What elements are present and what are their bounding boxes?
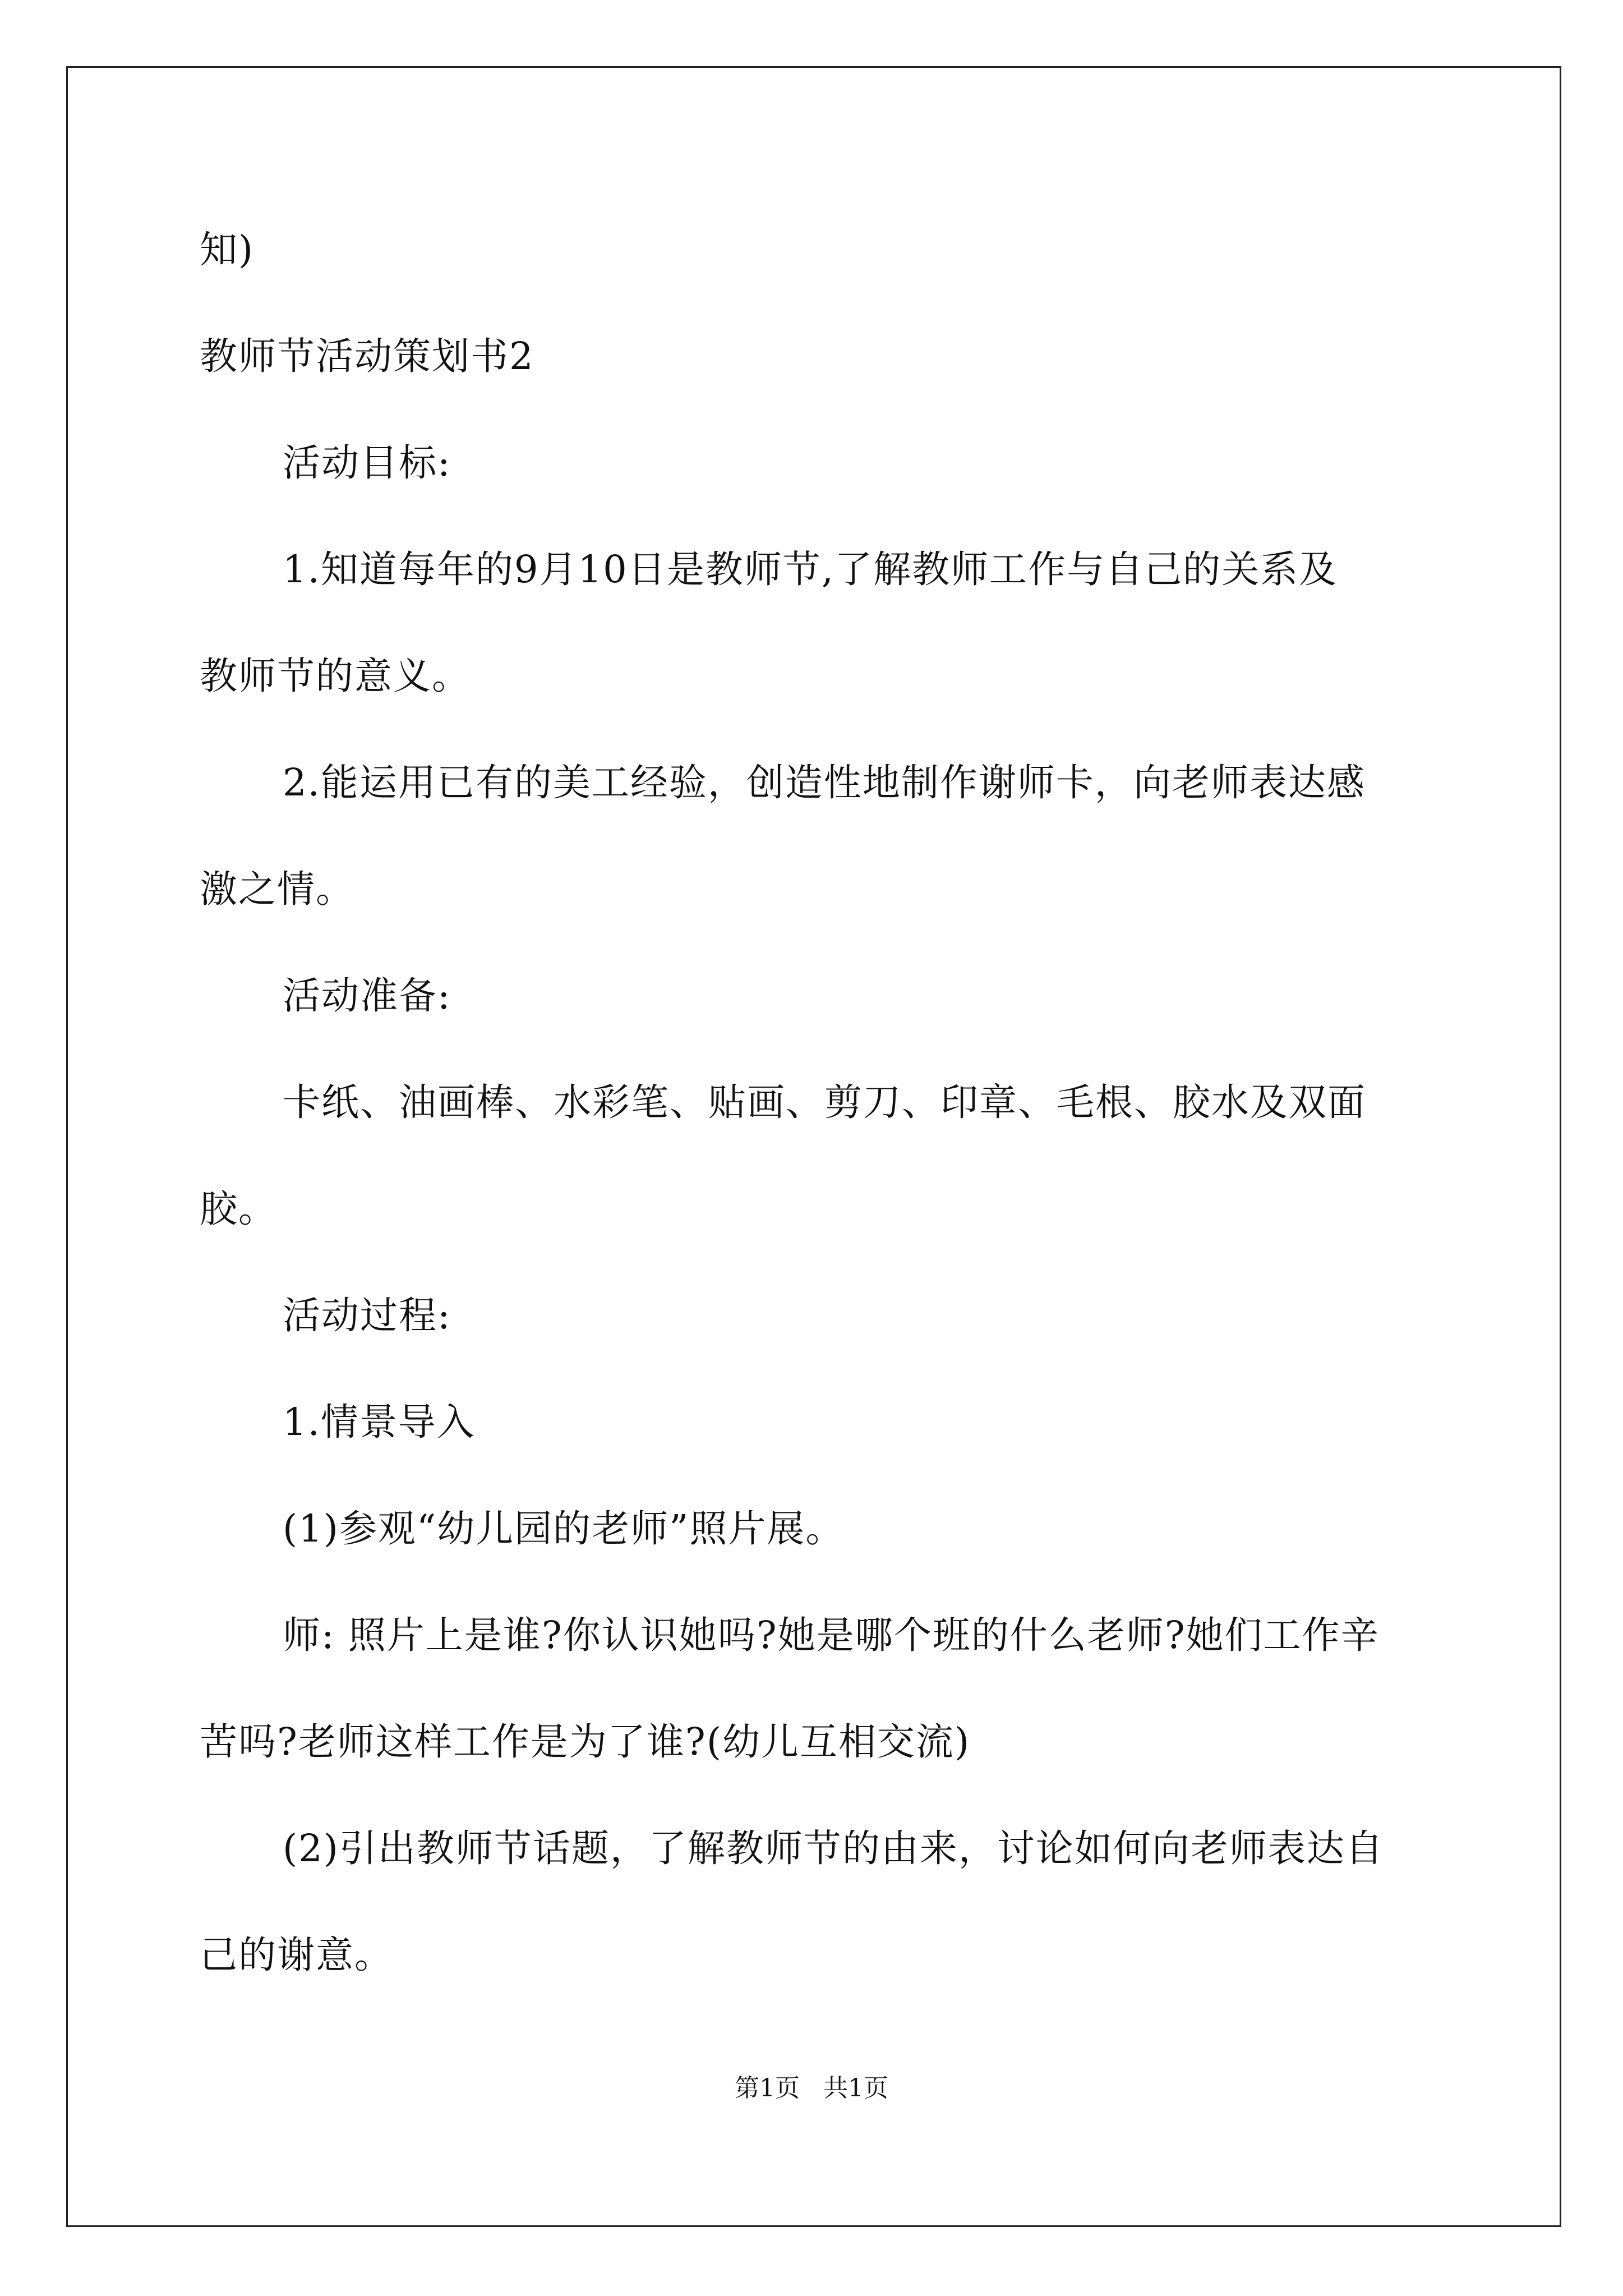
- text-line: (1)参观“幼儿园的老师”照片展。: [283, 1507, 845, 1550]
- page-footer: 第1页 共1页: [735, 2074, 888, 2102]
- text-line: 2.能运用已有的美工经验，创造性地制作谢师卡，向老师表达感: [283, 761, 1366, 804]
- text-line: 卡纸、油画棒、水彩笔、贴画、剪刀、印章、毛根、胶水及双面: [283, 1080, 1366, 1124]
- heading-preparation: 活动准备:: [283, 974, 451, 1018]
- heading-process: 活动过程:: [283, 1294, 451, 1337]
- text-line: 胶。: [200, 1187, 277, 1231]
- text-line: 师: 照片上是谁?你认识她吗?她是哪个班的什么老师?她们工作辛: [283, 1613, 1380, 1657]
- text-line: 1.情景导入: [283, 1400, 476, 1444]
- text-line: 教师节的意义。: [200, 654, 471, 698]
- text-line: (2)引出教师节话题，了解教师节的由来，讨论如何向老师表达自: [283, 1826, 1384, 1870]
- text-line: 知): [200, 228, 255, 272]
- text-line: 1.知道每年的9月10日是教师节,了解教师工作与自己的关系及: [283, 547, 1338, 591]
- text-line: 己的谢意。: [200, 1933, 393, 1977]
- page-border: [66, 66, 1561, 2227]
- text-line: 苦吗?老师这样工作是为了谁?(幼儿互相交流): [200, 1720, 971, 1764]
- heading-goals: 活动目标:: [283, 441, 451, 485]
- section-title: 教师节活动策划书2: [200, 334, 534, 378]
- text-line: 激之情。: [200, 867, 354, 911]
